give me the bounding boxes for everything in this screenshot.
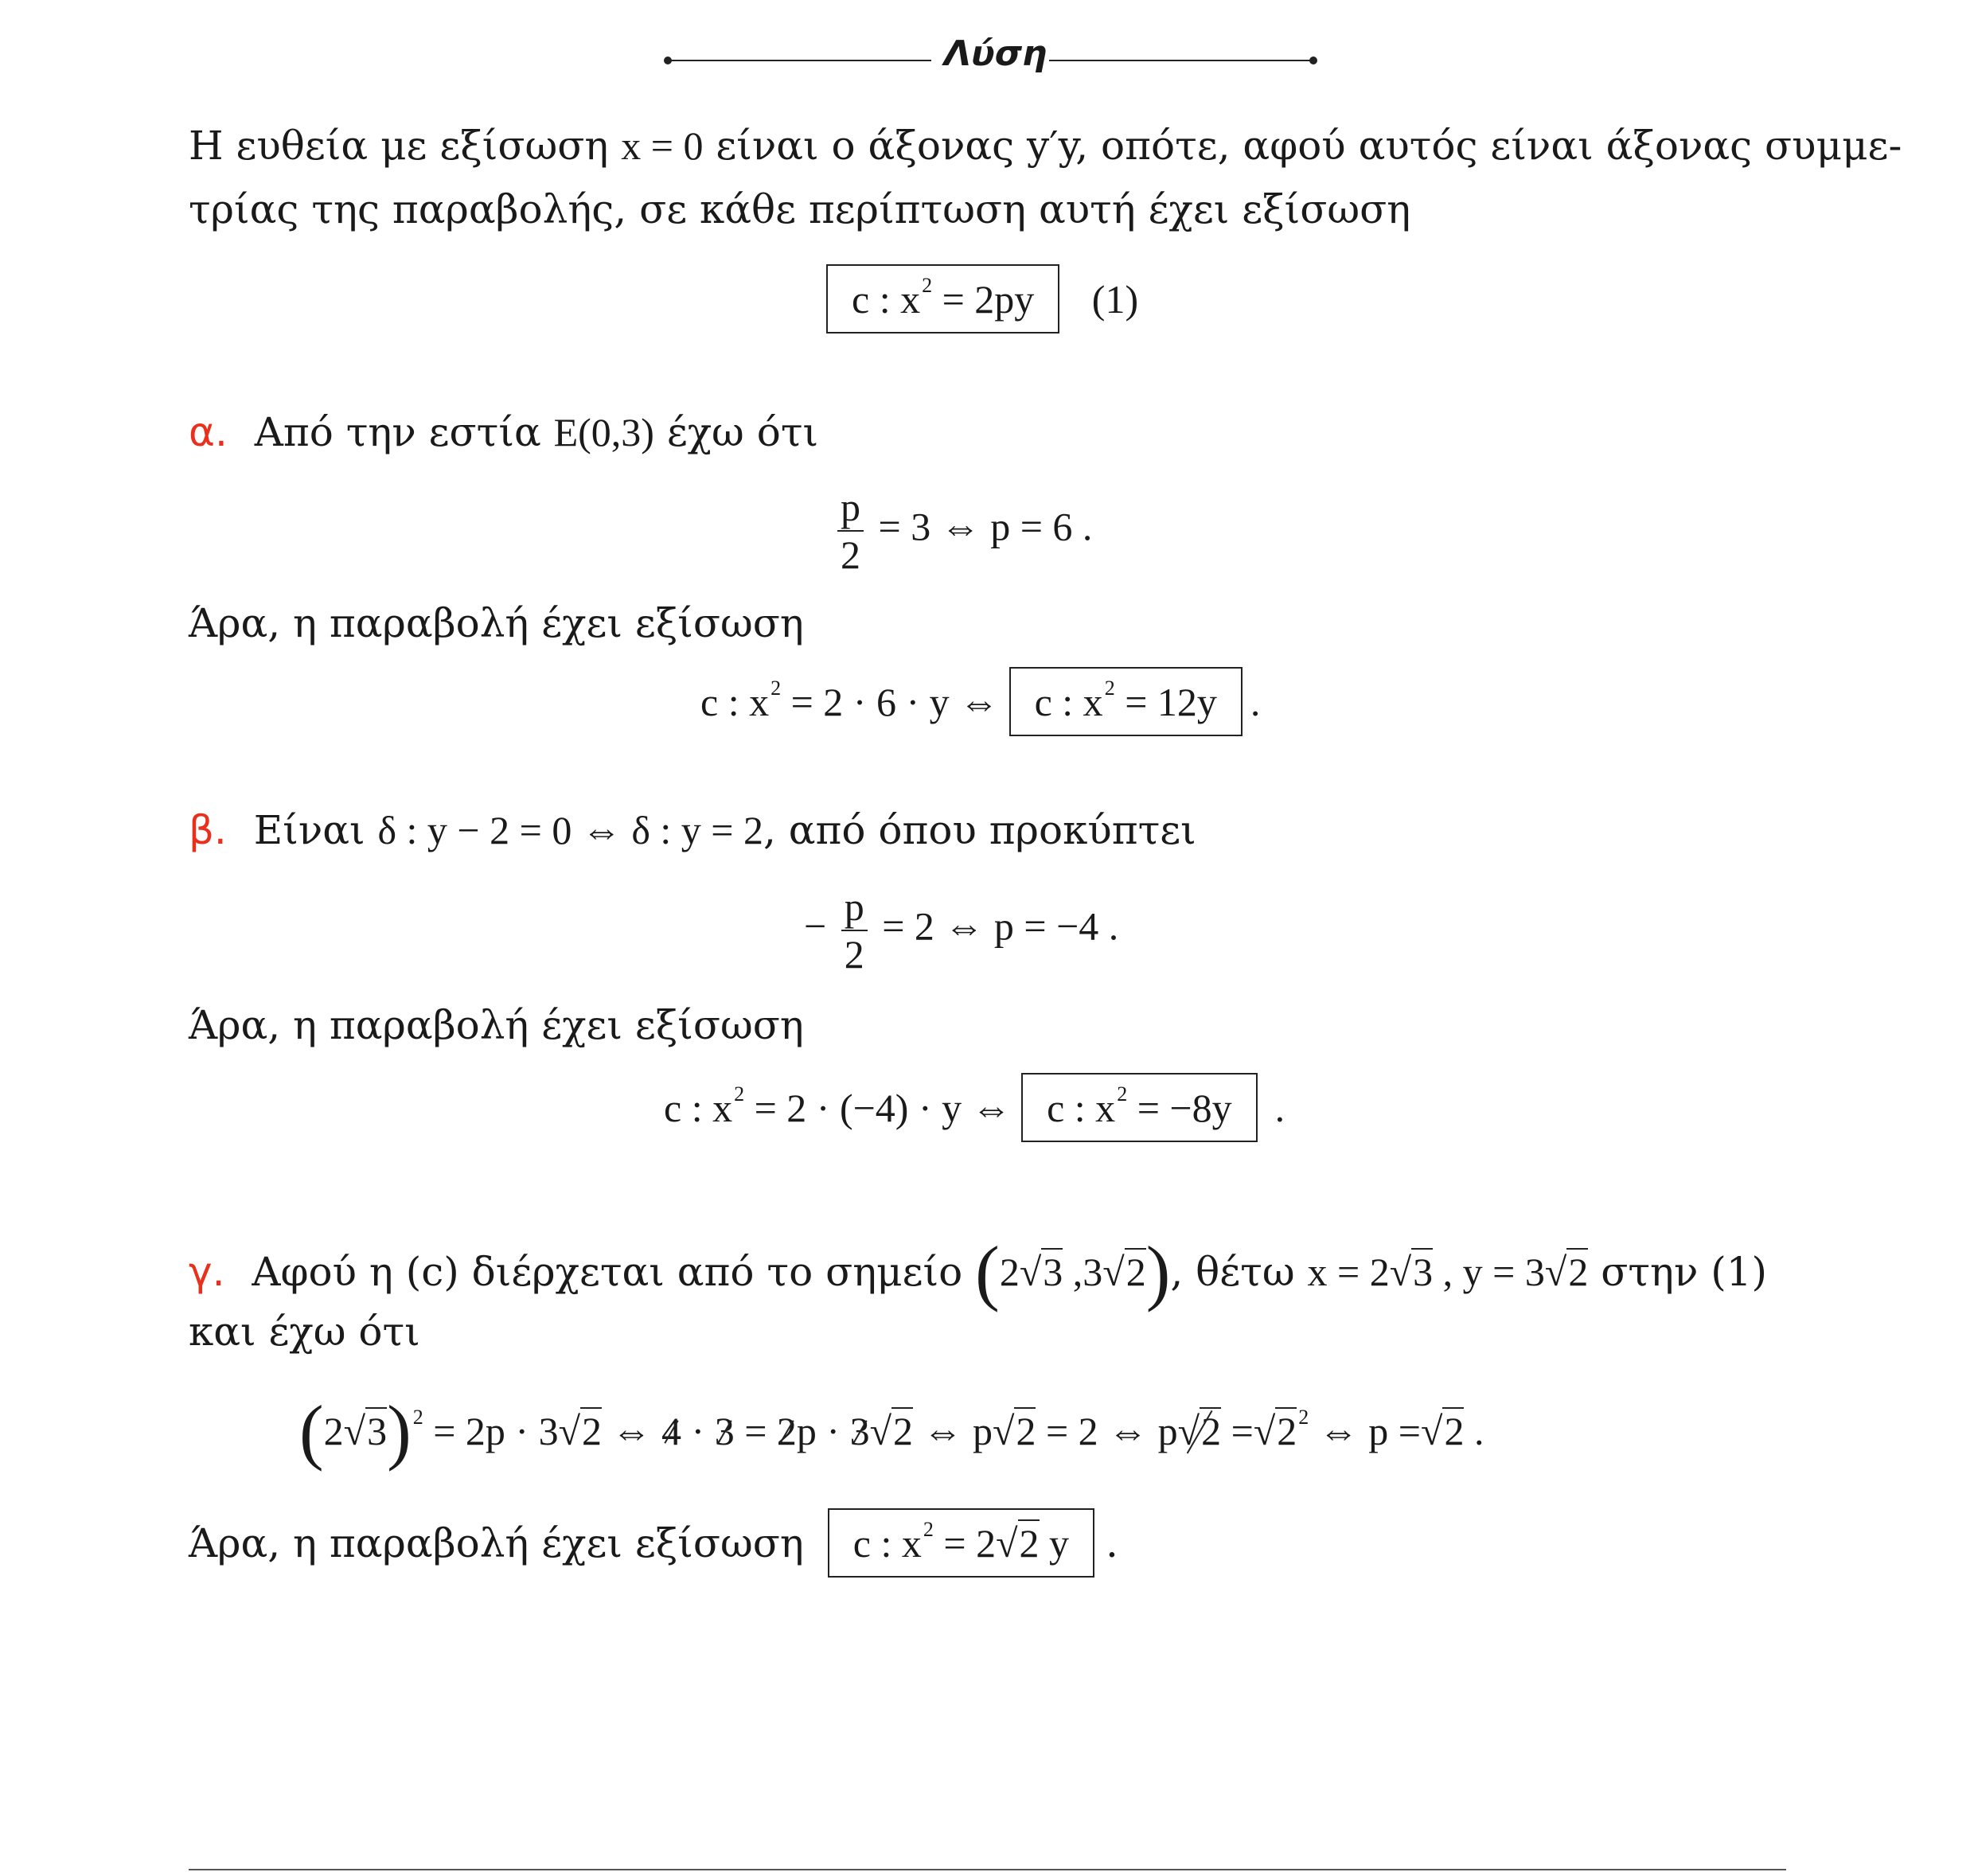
header-right-rule bbox=[1049, 60, 1312, 61]
sqrt-radicand: 3 bbox=[1043, 1250, 1063, 1294]
paren-close: ) bbox=[1145, 1231, 1171, 1312]
eq-part: = 2py bbox=[932, 277, 1035, 322]
eq-part: = 2 · (−4) · y ⇔ bbox=[744, 1086, 1012, 1130]
part-c-equation-chain: $(2√3)^2 = 2p \cdot 3√2$ ⇔ 4 · 3 = 2p · 3√2 ⇔ p√2 = 2 ⇔ $p√2 =√2^2$ ⇔ p =√2 . bbox=[299, 1390, 1484, 1472]
math-part: · bbox=[691, 1409, 705, 1453]
eq-part: c : x bbox=[1034, 680, 1103, 724]
part-b-final-equation bbox=[664, 1073, 1285, 1142]
part-a-focus: Ε(0,3) bbox=[553, 410, 654, 454]
cancelled-term: 3 bbox=[849, 1409, 870, 1453]
math-part: = bbox=[1231, 1409, 1254, 1453]
eq-sup: 2 bbox=[922, 274, 933, 297]
math-part: = bbox=[744, 1409, 767, 1453]
eq-part: c : x bbox=[852, 1521, 922, 1566]
sqrt-radicand: 2 bbox=[1125, 1250, 1146, 1294]
eq-sup: 2 bbox=[1104, 677, 1115, 700]
part-a-final-equation bbox=[700, 667, 1260, 736]
fraction-numerator: p bbox=[841, 887, 868, 931]
intro-text-a: Η ευθεία με εξίσωση bbox=[189, 123, 622, 169]
math-part: 2 bbox=[323, 1409, 344, 1453]
math-part: . bbox=[1473, 1409, 1484, 1453]
part-b-line: δ : y − 2 = 0 ⇔ δ : y = 2 bbox=[377, 808, 763, 852]
part-a-conclusion: Άρα, η παραβολή έχει εξίσωση bbox=[189, 600, 804, 646]
math-part: ⇔ p = bbox=[1318, 1409, 1421, 1453]
eq-sup: 2 bbox=[1298, 1406, 1309, 1429]
part-a-text-a: Από την εστία bbox=[254, 409, 554, 455]
part-b-fraction-equation bbox=[804, 884, 1119, 977]
eq-part: = 2 bbox=[933, 1521, 997, 1566]
header-title: Λύση bbox=[944, 33, 1047, 74]
intro-equation bbox=[826, 264, 1138, 333]
eq-sup: 2 bbox=[412, 1406, 423, 1429]
math-part: ⇔ bbox=[611, 1409, 652, 1453]
part-c-conclusion bbox=[189, 1508, 1118, 1578]
sqrt-radicand: 2 bbox=[582, 1409, 603, 1453]
paren-close: ) bbox=[387, 1390, 412, 1472]
sqrt-radicand: 3 bbox=[367, 1409, 388, 1453]
part-c-label: γ. bbox=[189, 1249, 225, 1295]
eq-part: c : x bbox=[852, 277, 921, 322]
part-b-label: β. bbox=[189, 807, 227, 853]
part-c-point: (2√3 ,3√2) bbox=[975, 1231, 1171, 1312]
part-c-text-c: στην (1) bbox=[1588, 1249, 1768, 1295]
math-part: ⇔ p bbox=[923, 1409, 993, 1453]
footer-rule bbox=[189, 1869, 1786, 1870]
sqrt-radicand: 3 bbox=[1413, 1250, 1434, 1294]
paren-open: ( bbox=[975, 1231, 1000, 1312]
eq-part: = 12y bbox=[1114, 680, 1217, 724]
eq-part: y bbox=[1039, 1521, 1070, 1566]
eq-sup: 2 bbox=[734, 1082, 745, 1106]
part-c-line-2: και έχω ότι bbox=[189, 1309, 420, 1355]
part-a-statement bbox=[189, 409, 819, 455]
fraction bbox=[841, 884, 868, 977]
sqrt-radicand: 2 bbox=[1201, 1409, 1222, 1453]
intro-equation-box bbox=[826, 264, 1059, 333]
paren-open: ( bbox=[299, 1390, 324, 1472]
eq-part: c : x bbox=[700, 680, 770, 724]
fraction-numerator: p bbox=[837, 487, 864, 532]
math-part: p · bbox=[796, 1409, 841, 1453]
eq-part: = 2 · 6 · y ⇔ bbox=[781, 680, 1000, 724]
eq-end: . bbox=[1106, 1520, 1118, 1566]
eq-part: = −8y bbox=[1127, 1086, 1232, 1130]
intro-line-2: τρίας της παραβολής, σε κάθε περίπτωση αυτή έχει εξίσωση bbox=[189, 186, 1411, 232]
eq-part: c : x bbox=[664, 1086, 733, 1130]
eq-sup: 2 bbox=[1117, 1082, 1128, 1106]
sqrt-radicand: 2 bbox=[1016, 1409, 1036, 1453]
part-a-fraction-equation bbox=[833, 487, 1092, 575]
math-part: 2 bbox=[999, 1250, 1020, 1294]
math-part: = 2 ⇔ p bbox=[1045, 1409, 1178, 1453]
sqrt-radicand: 2 bbox=[1277, 1409, 1297, 1453]
math-part: x = 2 bbox=[1307, 1250, 1390, 1294]
part-a-text-b: έχω ότι bbox=[653, 409, 819, 455]
sqrt-radicand: 2 bbox=[1568, 1250, 1589, 1294]
part-c-statement bbox=[189, 1231, 1768, 1312]
equation-tag: (1) bbox=[1091, 277, 1139, 322]
part-b-statement bbox=[189, 807, 1196, 853]
eq-sup: 2 bbox=[923, 1518, 934, 1541]
part-c-text-b: , θέτω bbox=[1170, 1249, 1295, 1295]
eq-part: c : x bbox=[1047, 1086, 1116, 1130]
part-b-text-a: Είναι bbox=[253, 807, 378, 853]
sqrt-radicand: 2 bbox=[1019, 1521, 1040, 1566]
sqrt-radicand: 2 bbox=[1444, 1409, 1465, 1453]
part-b-answer-box bbox=[1021, 1073, 1258, 1142]
eq-end: . bbox=[1250, 680, 1261, 724]
part-c-answer-box: c : $x^2 = 2√2$ y bbox=[828, 1508, 1094, 1578]
part-a-answer-box bbox=[1009, 667, 1243, 736]
part-a-label: α. bbox=[189, 409, 228, 455]
math-part: = 2p · 3 bbox=[433, 1409, 559, 1453]
part-c-substitution: x = 2√3 , y = 3√2 bbox=[1307, 1250, 1589, 1294]
part-b-conclusion: Άρα, η παραβολή έχει εξίσωση bbox=[189, 1002, 804, 1048]
fraction-denominator: 2 bbox=[844, 932, 864, 977]
intro-math: x = 0 bbox=[621, 123, 704, 168]
cancelled-term: 3 bbox=[714, 1409, 735, 1453]
part-b-text-b: , από όπου προκύπτει bbox=[763, 807, 1196, 853]
sqrt-radicand: 2 bbox=[893, 1409, 914, 1453]
eq-sup: 2 bbox=[770, 677, 782, 700]
part-a-eq-rest: = 3 ⇔ p = 6 . bbox=[878, 504, 1093, 549]
intro-text-b: είναι ο άξονας y′y, οπότε, αφού αυτός είναι άξονας συμμε- bbox=[703, 123, 1902, 169]
math-part: , y = 3 bbox=[1433, 1250, 1545, 1294]
eq-end: . bbox=[1274, 1086, 1285, 1130]
minus-sign: − bbox=[804, 903, 827, 949]
cancelled-term: 2 bbox=[776, 1409, 797, 1453]
header-left-rule bbox=[669, 60, 931, 61]
fraction bbox=[837, 487, 864, 575]
cancelled-term: 4 bbox=[661, 1409, 682, 1453]
part-b-eq-rest: = 2 ⇔ p = −4 . bbox=[882, 903, 1119, 949]
part-c-text-a: Αφού η (c) διέρχεται από το σημείο bbox=[252, 1249, 963, 1295]
conclusion-text: Άρα, η παραβολή έχει εξίσωση bbox=[189, 1520, 804, 1566]
fraction-denominator: 2 bbox=[841, 532, 860, 577]
intro-line-1 bbox=[189, 123, 1902, 169]
cancelled-sqrt: √2 bbox=[1177, 1409, 1222, 1453]
header-right-dot bbox=[1309, 57, 1317, 64]
math-part: ,3 bbox=[1063, 1250, 1103, 1294]
